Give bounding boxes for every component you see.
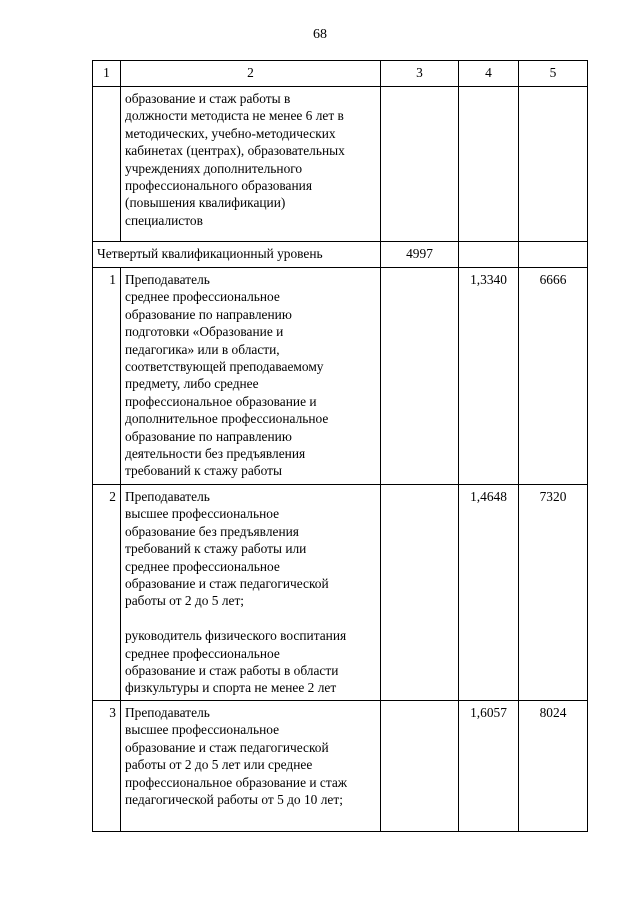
row-salary: 6666 <box>519 268 588 485</box>
row-salary: 7320 <box>519 485 588 701</box>
row-base-salary <box>381 485 459 701</box>
table-row <box>93 701 588 832</box>
level-base-salary: 4997 <box>381 242 459 268</box>
row-coefficient: 1,3340 <box>459 268 519 485</box>
cell-num <box>93 87 121 242</box>
header-col-2: 2 <box>121 61 381 87</box>
cell-requirements: образование и стаж работы в должности методиста не менее 6 лет в методических, учебно-методических кабинетах (центрах), образовательных учреждениях дополнительного профессионального образования (повышения квалификации) специалистов <box>121 87 381 242</box>
row-salary: 8024 <box>519 701 588 832</box>
cell-salary <box>519 242 588 268</box>
qualification-table <box>92 60 588 832</box>
row-requirements: Преподаватель высшее профессиональное образование без предъявления требований к стажу работы или среднее профессиональное образование и стаж педагогической работы от 2 до 5 лет; руководитель физического воспитания среднее профессиональное образование и стаж работы в области физкультуры и спорта не менее 2 лет <box>121 485 381 701</box>
header-col-4: 4 <box>459 61 519 87</box>
cell-salary <box>519 87 588 242</box>
table-row <box>93 485 588 701</box>
row-requirements: Преподаватель высшее профессиональное образование и стаж педагогической работы от 2 до 5 лет или среднее профессиональное образование и стаж педагогической работы от 5 до 10 лет; <box>121 701 381 832</box>
row-base-salary <box>381 268 459 485</box>
cell-base-salary <box>381 87 459 242</box>
page-number: 68 <box>313 27 327 42</box>
row-base-salary <box>381 701 459 832</box>
row-number: 1 <box>93 268 121 485</box>
header-col-5: 5 <box>519 61 588 87</box>
row-requirements: Преподаватель среднее профессиональное образование по направлению подготовки «Образование и педагогика» или в области, соответствующей преподаваемому предмету, либо среднее профессиональное образование и дополнительное профессиональное образование по направлению деятельности без предъявления требований к стажу работы <box>121 268 381 485</box>
row-number: 3 <box>93 701 121 832</box>
table-header-row <box>93 61 588 87</box>
table-row-continuation <box>93 87 588 242</box>
row-number: 2 <box>93 485 121 701</box>
level-title: Четвертый квалификационный уровень <box>93 242 381 268</box>
row-coefficient: 1,4648 <box>459 485 519 701</box>
cell-coefficient <box>459 242 519 268</box>
row-coefficient: 1,6057 <box>459 701 519 832</box>
cell-coefficient <box>459 87 519 242</box>
table-row <box>93 268 588 485</box>
table-row-level <box>93 242 588 268</box>
header-col-1: 1 <box>93 61 121 87</box>
header-col-3: 3 <box>381 61 459 87</box>
